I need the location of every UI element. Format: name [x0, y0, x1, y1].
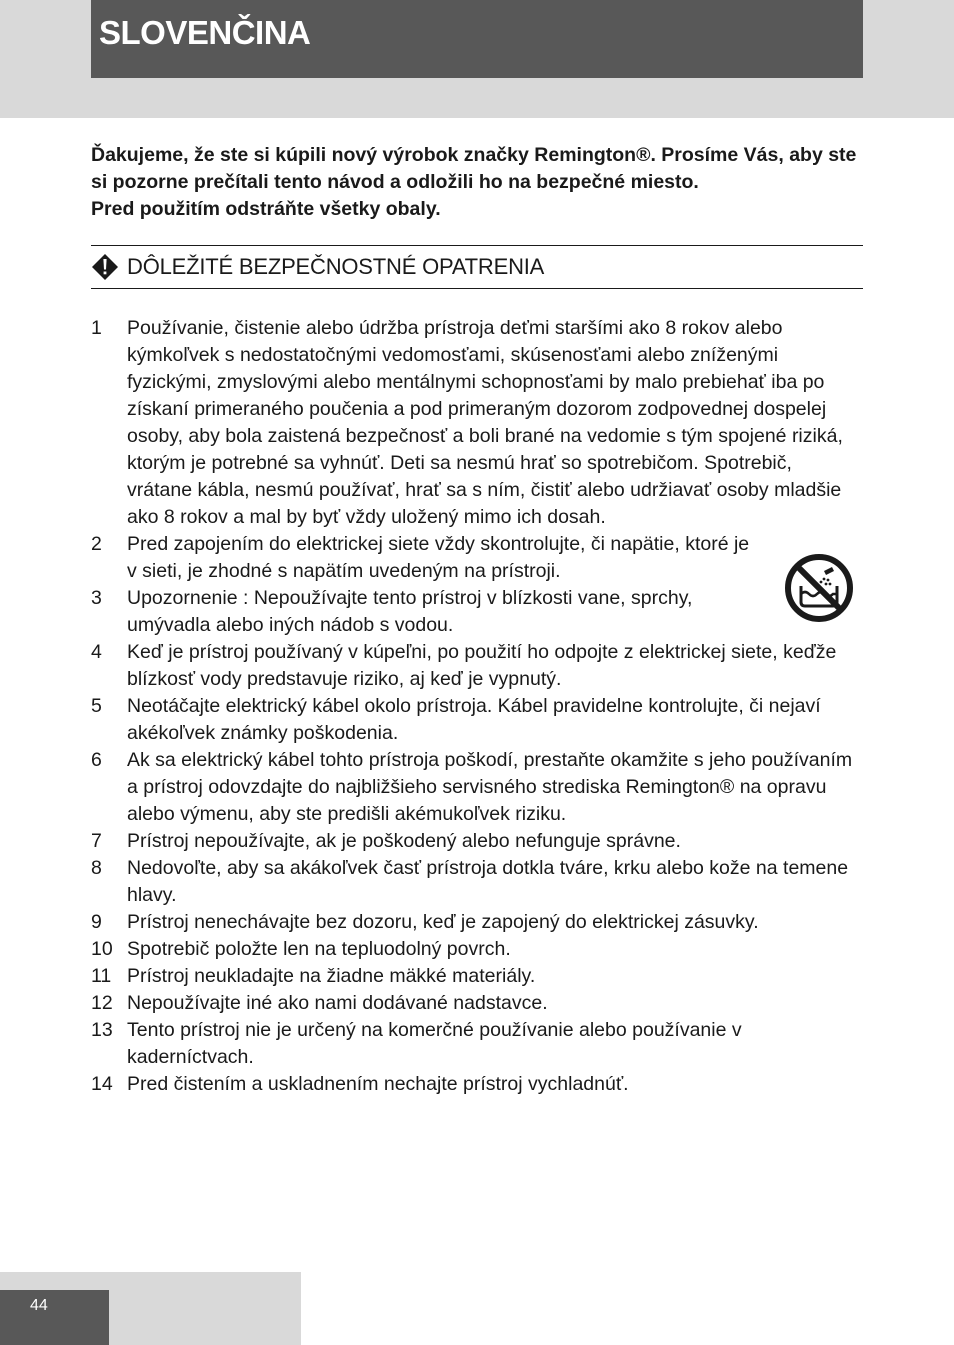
list-item — [91, 936, 861, 963]
section-title: DÔLEŽITÉ BEZPEČNOSTNÉ OPATRENIA — [127, 254, 545, 279]
item-number: 10 — [91, 938, 113, 960]
item-text: Používanie, čistenie alebo údržba prístroja deťmi staršími ako 8 rokov alebo kýmkoľvek s nedostatočnými vedomosťami, skúsenosťami alebo zníženými fyzickými, zmyslovými alebo mentálnymi schopnosťami by malo prebiehať iba po získaní primeraného poučenia a pod primeraným dozorom zodpovednej dospelej osoby, aby bola zaistená bezpečnosť a boli brané na vedomie s tým spojené riziká, ktorým je potrebné sa vyhnúť. Deti sa nesmú hrať so spotrebičom. Spotrebič, vrátane kábla, nesmú používať, hrať sa s ním, čistiť alebo udržiavať osoby mladšie ako 8 rokov a mal by byť vždy uložený mimo ich dosah. — [127, 317, 843, 528]
list-item — [91, 531, 861, 585]
item-text: Upozornenie : Nepoužívajte tento prístroj v blízkosti vane, sprchy, umývadla alebo iných nádob s vodou. — [127, 587, 693, 636]
page-number: 44 — [30, 1297, 48, 1314]
item-text: Nedovoľte, aby sa akákoľvek časť prístroja dotkla tváre, krku alebo kože na temene hlavy. — [127, 857, 849, 906]
page-number-box — [0, 1290, 109, 1345]
list-item — [91, 585, 861, 639]
item-text: Pred zapojením do elektrickej siete vždy skontrolujte, či napätie, ktoré je v sieti, je zhodné s napätím uvedeným na prístroji. — [127, 533, 750, 582]
intro-remove-packaging: Pred použitím odstráňte všetky obaly. — [91, 198, 441, 220]
list-item — [91, 855, 861, 909]
item-text: Prístroj nepoužívajte, ak je poškodený alebo nefunguje správne. — [127, 830, 681, 852]
list-item — [91, 639, 861, 693]
list-item — [91, 747, 861, 828]
list-item — [91, 315, 861, 531]
item-text: Prístroj neukladajte na žiadne mäkké materiály. — [127, 965, 536, 987]
list-item — [91, 990, 861, 1017]
item-text: Nepoužívajte iné ako nami dodávané nadstavce. — [127, 992, 548, 1014]
item-number: 6 — [91, 749, 102, 771]
item-number: 3 — [91, 587, 102, 609]
list-item — [91, 1017, 861, 1071]
item-number: 7 — [91, 830, 102, 852]
item-text: Neotáčajte elektrický kábel okolo prístroja. Kábel pravidelne kontrolujte, či nejaví akékoľvek známky poškodenia. — [127, 695, 821, 744]
item-number: 5 — [91, 695, 102, 717]
item-text: Spotrebič položte len na tepluodolný povrch. — [127, 938, 511, 960]
item-number: 12 — [91, 992, 113, 1014]
title-bar — [91, 0, 863, 78]
item-number: 9 — [91, 911, 102, 933]
item-number: 11 — [91, 965, 112, 987]
item-number: 4 — [91, 641, 102, 663]
page-title: SLOVENČINA — [99, 14, 311, 51]
item-number: 14 — [91, 1073, 113, 1095]
no-water-near-bath-icon — [784, 553, 854, 623]
item-number: 2 — [91, 533, 102, 555]
item-number: 13 — [91, 1019, 113, 1041]
warning-icon — [91, 253, 119, 281]
item-text: Pred čistením a uskladnením nechajte prístroj vychladnúť. — [127, 1073, 629, 1095]
list-item — [91, 963, 861, 990]
intro-text — [91, 142, 866, 223]
item-number: 8 — [91, 857, 102, 879]
item-text: Tento prístroj nie je určený na komerčné používanie alebo používanie v kaderníctvach. — [127, 1019, 742, 1068]
list-item — [91, 909, 861, 936]
intro-thanks: Ďakujeme, že ste si kúpili nový výrobok značky Remington®. Prosíme Vás, aby ste si pozorne prečítali tento návod a odložili ho na bezpečné miesto. — [91, 144, 857, 193]
section-header — [91, 245, 863, 289]
item-text: Prístroj nenechávajte bez dozoru, keď je zapojený do elektrickej zásuvky. — [127, 911, 759, 933]
item-number: 1 — [91, 317, 102, 339]
safety-list — [91, 315, 861, 1098]
item-text: Keď je prístroj používaný v kúpeľni, po použití ho odpojte z elektrickej siete, keďže blízkosť vody predstavuje riziko, aj keď je vypnutý. — [127, 641, 837, 690]
item-text: Ak sa elektrický kábel tohto prístroja poškodí, prestaňte okamžite s jeho používaním a prístroj odovzdajte do najbližšieho servisného strediska Remington® na opravu alebo výmenu, aby ste predišli akémukoľvek riziku. — [127, 749, 853, 825]
list-item — [91, 1071, 861, 1098]
list-item — [91, 828, 861, 855]
list-item — [91, 693, 861, 747]
